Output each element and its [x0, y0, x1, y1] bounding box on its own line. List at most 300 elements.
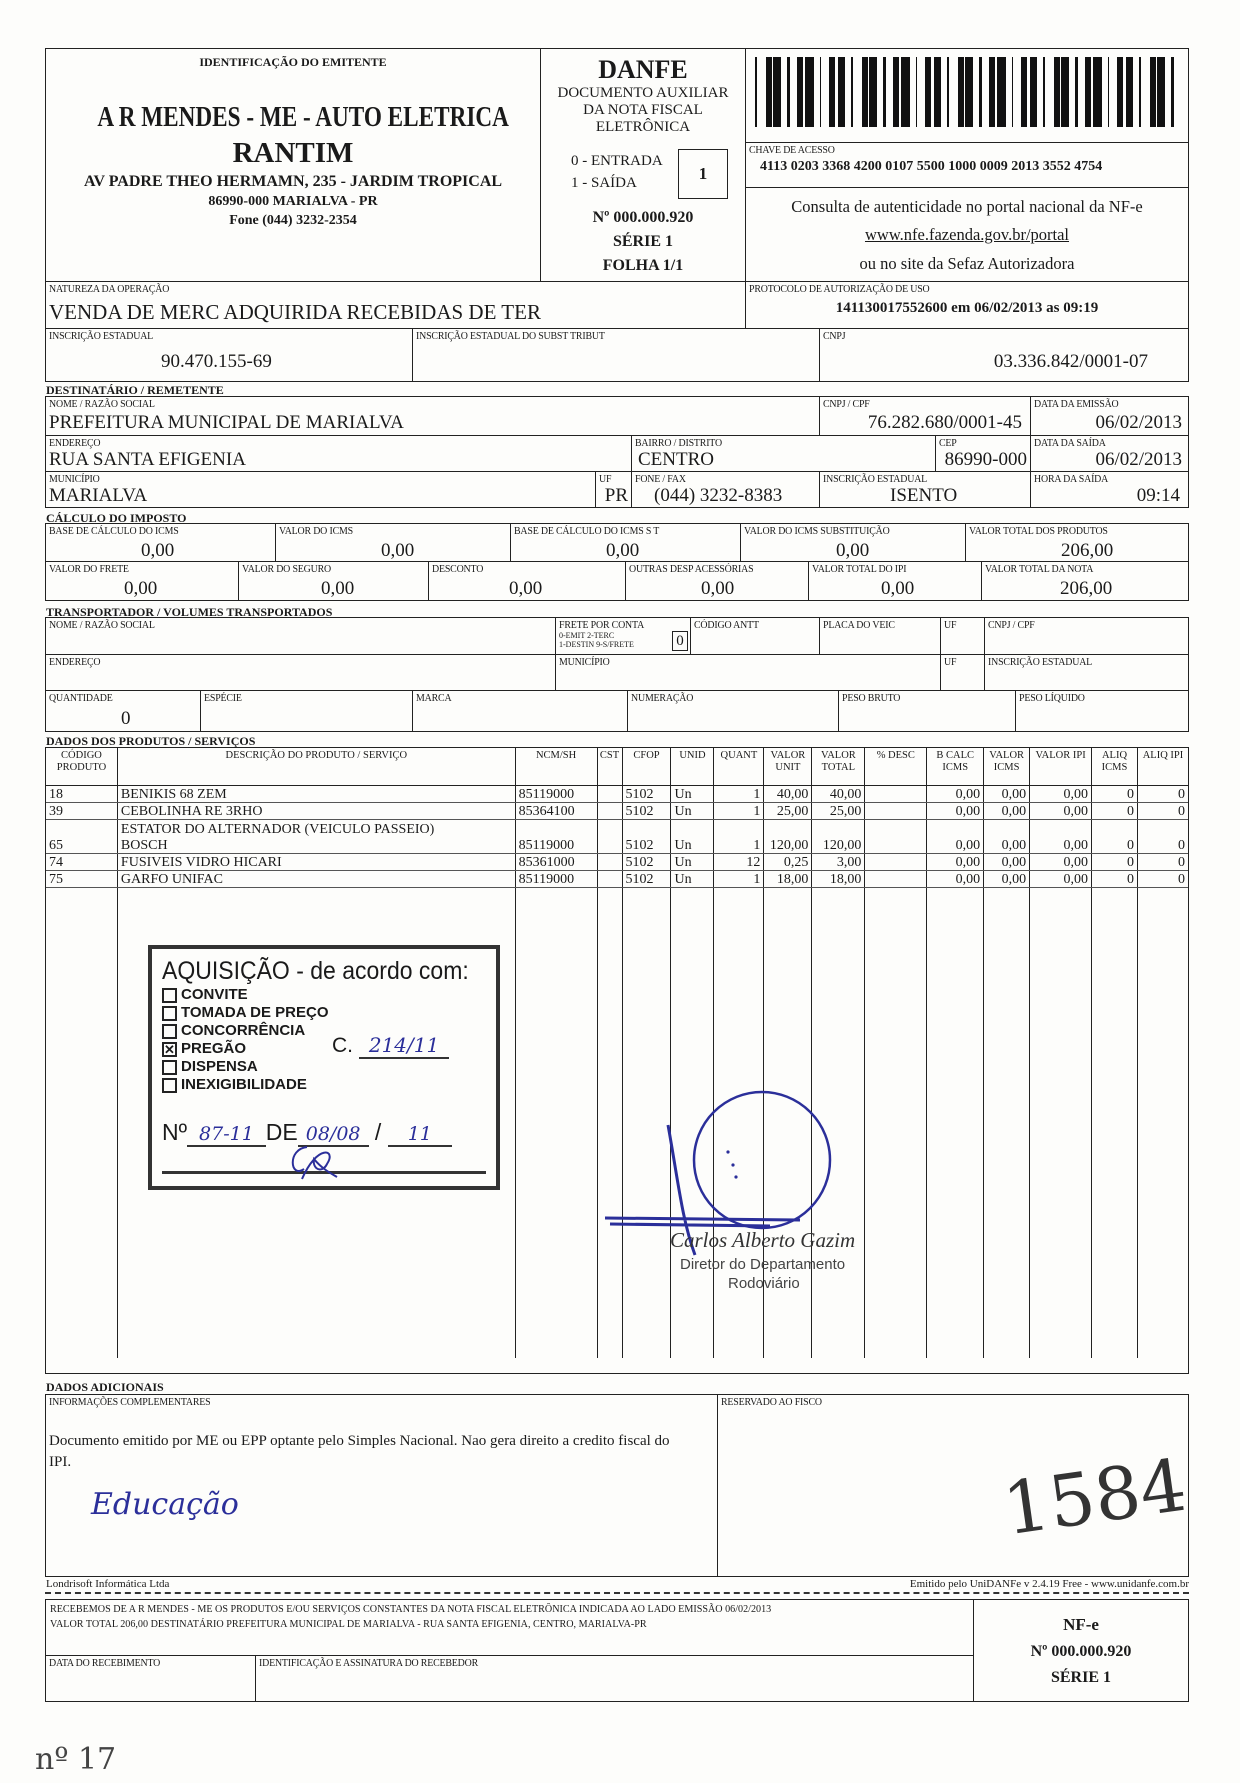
natureza-value: VENDA DE MERC ADQUIRIDA RECEBIDAS DE TER	[49, 300, 541, 324]
cell: 1	[714, 803, 764, 820]
stamp-n-value: 87-11	[187, 1123, 266, 1147]
danfe-folha: FOLHA 1/1	[602, 257, 684, 274]
label: VALOR DO FRETE	[49, 563, 129, 575]
cell: 0,00	[927, 786, 984, 803]
cell: 0,00	[984, 803, 1030, 820]
dest-bairro-box	[631, 435, 936, 472]
cell	[865, 854, 927, 871]
chave-value: 4113 0203 3368 4200 0107 5500 1000 0009 2013 3552 4754	[760, 159, 1103, 174]
barcode-bar	[989, 57, 991, 127]
barcode-bar	[1097, 57, 1099, 127]
dest-hora: 09:14	[1136, 485, 1180, 506]
cell: 0,00	[1030, 786, 1092, 803]
transp-municipio-box	[555, 654, 941, 691]
cell: 0	[1137, 803, 1188, 820]
footer-left: Londrisoft Informática Ltda	[46, 1578, 170, 1590]
label: MARCA	[416, 692, 452, 704]
cell: 0,00	[927, 837, 984, 854]
cell: 40,00	[764, 786, 812, 803]
cell: 1	[714, 871, 764, 888]
barcode-bar	[869, 57, 871, 127]
barcode-bar	[1036, 57, 1037, 127]
barcode-bar	[1153, 57, 1156, 127]
cell: 85361000	[515, 854, 597, 871]
barcode-bar	[787, 57, 790, 127]
cell	[984, 888, 1030, 1358]
cell: 0,00	[984, 786, 1030, 803]
bc-icms: 0,00	[141, 540, 175, 561]
cell: 25,00	[812, 803, 865, 820]
th: CST	[597, 748, 622, 786]
chave-label: CHAVE DE ACESSO	[749, 144, 835, 156]
cell: 65	[46, 837, 118, 854]
label: DATA DO RECEBIMENTO	[49, 1657, 161, 1669]
transp-uf2-box	[940, 654, 985, 691]
cell: 0,00	[927, 854, 984, 871]
canhoto-text1: RECEBEMOS DE A R MENDES - ME OS PRODUTOS E/OU SERVIÇOS CONSTANTES DA NOTA FISCAL ELETRÔNICA INDICADA AO LADO EMISSÃO 06/02/2013	[50, 1603, 772, 1615]
canhoto-text-box	[45, 1599, 974, 1656]
dest-endereco-box	[45, 435, 632, 472]
outras-box	[625, 561, 809, 601]
cell: 85119000	[515, 871, 597, 888]
seguro: 0,00	[321, 578, 355, 599]
barcode-bar	[863, 57, 865, 127]
transportador-title: TRANSPORTADOR / VOLUMES TRANSPORTADOS	[46, 605, 333, 619]
label: VALOR DO ICMS	[279, 525, 353, 537]
ie-st-label: INSCRIÇÃO ESTADUAL DO SUBST TRIBUT	[416, 330, 605, 342]
barcode-bar	[935, 57, 937, 127]
th: B CALC ICMS	[927, 748, 984, 786]
ipi-box	[808, 561, 982, 601]
barcode-bar	[797, 57, 799, 127]
barcode	[751, 57, 1183, 127]
barcode-bar	[1021, 57, 1024, 127]
barcode-bar	[1126, 57, 1127, 127]
label: BASE DE CÁLCULO DO ICMS S T	[514, 525, 660, 537]
cell: Un	[671, 854, 714, 871]
label: UF	[944, 656, 957, 668]
label: BAIRRO / DISTRITO	[635, 437, 722, 449]
barcode-bar	[1030, 57, 1031, 127]
barcode-bar	[805, 57, 808, 127]
barcode-bar	[901, 57, 904, 127]
stamp-n-label: Nº	[162, 1119, 188, 1145]
cell	[622, 820, 671, 837]
label: OUTRAS DESP ACESSÓRIAS	[629, 563, 754, 575]
canhoto-nfe-box	[973, 1599, 1189, 1702]
icmsst: 0,00	[836, 540, 870, 561]
cell	[1030, 820, 1092, 837]
label: NUMERAÇÃO	[631, 692, 694, 704]
produtos-title: DADOS DOS PRODUTOS / SERVIÇOS	[46, 734, 256, 748]
label: INSCRIÇÃO ESTADUAL	[988, 656, 1093, 668]
checkbox-icon	[162, 1060, 177, 1075]
barcode-bar	[844, 57, 845, 127]
cell: 0	[1092, 837, 1138, 854]
icmsst-box	[740, 523, 966, 562]
vnota: 206,00	[1060, 578, 1113, 599]
dest-hora-box	[1030, 471, 1189, 508]
cell: 0,00	[1030, 803, 1092, 820]
outras: 0,00	[701, 578, 735, 599]
cell: GARFO UNIFAC	[117, 871, 515, 888]
cell: FUSIVEIS VIDRO HICARI	[117, 854, 515, 871]
label: IDENTIFICAÇÃO E ASSINATURA DO RECEBEDOR	[259, 1657, 479, 1669]
barcode-bar	[1033, 57, 1036, 127]
cut-line	[45, 1592, 1189, 1594]
cell: 40,00	[812, 786, 865, 803]
stamp-de-label: DE	[265, 1119, 298, 1145]
label: CEP	[939, 437, 957, 449]
natureza-box	[45, 281, 746, 329]
stamp-option	[162, 1058, 486, 1076]
label: CNPJ / CPF	[988, 619, 1035, 631]
th: CÓDIGO PRODUTO	[46, 748, 118, 786]
cell: 18	[46, 786, 118, 803]
table-row	[46, 837, 1189, 854]
barcode-bar	[767, 57, 769, 127]
cell: 0,00	[984, 854, 1030, 871]
checked-box-icon: ✕	[162, 1042, 177, 1057]
ipi: 0,00	[881, 578, 915, 599]
barcode-bar	[1066, 57, 1067, 127]
destinatario-title: DESTINATÁRIO / REMETENTE	[46, 383, 224, 397]
seguro-box	[238, 561, 429, 601]
barcode-bar	[865, 57, 868, 127]
vprod: 206,00	[1061, 540, 1114, 561]
barcode-bar	[883, 57, 886, 127]
cell: 1	[714, 786, 764, 803]
label: MUNICÍPIO	[49, 473, 100, 485]
label: CNPJ / CPF	[823, 398, 870, 410]
cell	[1137, 888, 1188, 1358]
page-note: nº 17	[35, 1742, 117, 1777]
barcode-bar	[947, 57, 949, 127]
bc-icms-box	[45, 523, 276, 562]
cell	[1137, 820, 1188, 837]
cell: Un	[671, 786, 714, 803]
cell: 0	[1092, 786, 1138, 803]
danfe-sub1: DOCUMENTO AUXILIAR	[557, 85, 729, 101]
label: ESPÉCIE	[204, 692, 242, 704]
label: NOME / RAZÃO SOCIAL	[49, 398, 155, 410]
barcode-bar	[1127, 57, 1129, 127]
cell: 75	[46, 871, 118, 888]
barcode-bar	[775, 57, 778, 127]
stamp-title: AQUISIÇÃO - de acordo com:	[162, 957, 469, 985]
dest-emissao-box	[1030, 396, 1189, 436]
assinatura-box[interactable]	[255, 1655, 974, 1702]
stamp-c	[332, 1033, 449, 1058]
label: INSCRIÇÃO ESTADUAL	[823, 473, 928, 485]
barcode-bar	[928, 57, 929, 127]
cell: 5102	[622, 837, 671, 854]
frete-opt1: 0-EMIT 2-TERC	[559, 631, 615, 640]
barcode-bar	[1159, 57, 1162, 127]
stamp-initials	[282, 1139, 342, 1184]
bcst-box	[510, 523, 741, 562]
cell: 85364100	[515, 803, 597, 820]
label: BASE DE CÁLCULO DO ICMS	[49, 525, 179, 537]
th: UNID	[671, 748, 714, 786]
barcode-bar	[862, 57, 863, 127]
barcode-bar	[1171, 57, 1174, 127]
cell: 0,00	[984, 837, 1030, 854]
signature-name: Carlos Alberto Gazim	[670, 1228, 856, 1252]
barcode-bar	[841, 57, 844, 127]
barcode-bar	[1043, 57, 1045, 127]
barcode-bar	[1067, 57, 1069, 127]
th: ALIQ IPI	[1137, 748, 1188, 786]
cell	[597, 803, 622, 820]
label: VALOR TOTAL DO IPI	[812, 563, 907, 575]
th: % DESC	[865, 748, 927, 786]
th: VALOR UNIT	[764, 748, 812, 786]
barcode-bar	[1012, 57, 1013, 127]
cell: 18,00	[764, 871, 812, 888]
label: UF	[944, 619, 957, 631]
dest-fone-box	[631, 471, 820, 508]
label: VALOR TOTAL DA NOTA	[985, 563, 1094, 575]
canhoto-numero: Nº 000.000.920	[1030, 1643, 1132, 1660]
barcode-bar	[979, 57, 982, 127]
cell	[46, 820, 118, 837]
th: ALIQ ICMS	[1092, 748, 1138, 786]
desconto-box	[428, 561, 626, 601]
ie-value: 90.470.155-69	[161, 351, 272, 372]
barcode-bar	[779, 57, 781, 127]
table-header	[46, 748, 1189, 786]
emitente-phone: Fone (044) 3232-2354	[229, 213, 357, 228]
cell: 0	[1137, 854, 1188, 871]
label: PLACA DO VEIC	[823, 619, 895, 631]
barcode-bar	[937, 57, 940, 127]
dest-nome: PREFEITURA MUNICIPAL DE MARIALVA	[49, 412, 404, 433]
barcode-bar	[965, 57, 967, 127]
cell: 18,00	[812, 871, 865, 888]
qtd: 0	[121, 708, 131, 729]
barcode-bar	[925, 57, 928, 127]
canhoto-serie: SÉRIE 1	[1050, 1669, 1112, 1686]
barcode-bar	[809, 57, 811, 127]
antt-box	[690, 617, 820, 655]
natureza-label: NATUREZA DA OPERAÇÃO	[49, 283, 170, 295]
barcode-bar	[799, 57, 802, 127]
barcode-bar	[1096, 57, 1097, 127]
label: NOME / RAZÃO SOCIAL	[49, 619, 155, 631]
cell: 5102	[622, 854, 671, 871]
label: FRETE POR CONTA	[559, 619, 645, 631]
dest-ie: ISENTO	[890, 485, 958, 506]
ie-label: INSCRIÇÃO ESTADUAL	[49, 330, 154, 342]
label: ENDEREÇO	[49, 656, 101, 668]
label: FONE / FAX	[635, 473, 686, 485]
dest-nome-box	[45, 396, 820, 436]
barcode-bar	[1003, 57, 1006, 127]
barcode-bar	[1075, 57, 1078, 127]
cell	[812, 820, 865, 837]
info-box	[45, 1394, 718, 1577]
barcode-bar	[833, 57, 835, 127]
barcode-bar	[905, 57, 907, 127]
barcode-bar	[1093, 57, 1096, 127]
chave-box	[745, 48, 1189, 282]
barcode-bar	[1139, 57, 1141, 127]
qtd-box	[45, 690, 201, 732]
danfe-serie: SÉRIE 1	[612, 233, 674, 250]
barcode-bar	[811, 57, 814, 127]
barcode-bar	[940, 57, 941, 127]
label: CÓDIGO ANTT	[694, 619, 759, 631]
fisco-handwritten: 1584	[998, 1442, 1192, 1552]
frete-value: 0	[672, 631, 688, 651]
cell: 0	[1137, 871, 1188, 888]
barcode-bar	[1031, 57, 1033, 127]
cell: Un	[671, 803, 714, 820]
cell: 0,00	[927, 803, 984, 820]
cell	[515, 888, 597, 1358]
portal-link[interactable]: www.nfe.fazenda.gov.br/portal	[864, 225, 1070, 244]
stamp-option-label: TOMADA DE PREÇO	[181, 1004, 329, 1021]
barcode-bar	[871, 57, 874, 127]
barcode-bar	[839, 57, 841, 127]
barcode-bar	[1151, 57, 1153, 127]
data-recebimento-box[interactable]	[45, 1655, 256, 1702]
label: DATA DA SAÍDA	[1034, 437, 1106, 449]
cell	[1092, 888, 1138, 1358]
cell: 39	[46, 803, 118, 820]
barcode-bar	[929, 57, 931, 127]
frete: 0,00	[124, 578, 158, 599]
stamp-c-label: C.	[332, 1034, 353, 1057]
transp-cnpj-box	[984, 617, 1189, 655]
frete-box	[45, 561, 239, 601]
barcode-bar	[1163, 57, 1165, 127]
barcode-bar	[893, 57, 895, 127]
cell: BOSCH	[117, 837, 515, 854]
barcode-bar	[808, 57, 809, 127]
barcode-bar	[1001, 57, 1003, 127]
consulta-text: Consulta de autenticidade no portal nacional da NF-e	[791, 197, 1143, 216]
cell: 0,00	[984, 871, 1030, 888]
barcode-bar	[970, 57, 971, 127]
cell	[865, 820, 927, 837]
transp-uf-box	[940, 617, 985, 655]
barcode-bar	[851, 57, 853, 127]
checkbox-icon	[162, 988, 177, 1003]
fisco-label: RESERVADO AO FISCO	[721, 1396, 822, 1408]
cell	[597, 820, 622, 837]
vnota-box	[981, 561, 1189, 601]
barcode-bar	[820, 57, 821, 127]
cell: 74	[46, 854, 118, 871]
barcode-bar	[1000, 57, 1001, 127]
ie-box	[45, 328, 413, 382]
table-row	[46, 786, 1189, 803]
emitente-city: 86990-000 MARIALVA - PR	[208, 194, 378, 209]
table-row	[46, 854, 1189, 871]
info-label: INFORMAÇÕES COMPLEMENTARES	[49, 1396, 211, 1408]
emitente-address: AV PADRE THEO HERMAMN, 235 - JARDIM TROPICAL	[83, 173, 503, 190]
bcst: 0,00	[606, 540, 640, 561]
imposto-title: CÁLCULO DO IMPOSTO	[46, 511, 187, 525]
table-row-continuation	[46, 820, 1189, 837]
barcode-bar	[967, 57, 970, 127]
th: QUANT	[714, 748, 764, 786]
th: NCM/SH	[515, 748, 597, 786]
stamp-option	[162, 1076, 486, 1094]
table-row	[46, 871, 1189, 888]
cell: CEBOLINHA RE 3RHO	[117, 803, 515, 820]
th: DESCRIÇÃO DO PRODUTO / SERVIÇO	[117, 748, 515, 786]
barcode-bar	[934, 57, 935, 127]
danfe-entrada: 0 - ENTRADA	[571, 153, 663, 169]
cell: 120,00	[764, 837, 812, 854]
barcode-bar	[1061, 57, 1063, 127]
cell: 5102	[622, 786, 671, 803]
stamp-option-label: PREGÃO	[181, 1040, 247, 1057]
barcode-bar	[769, 57, 772, 127]
dest-uf: PR	[604, 485, 628, 506]
signature-title1: Diretor do Departamento	[680, 1256, 846, 1273]
cell: 85119000	[515, 837, 597, 854]
cell: BENIKIS 68 ZEM	[117, 786, 515, 803]
especie-box	[200, 690, 413, 732]
label: UF	[599, 473, 612, 485]
cell	[764, 820, 812, 837]
adicionais-title: DADOS ADICIONAIS	[46, 1380, 164, 1394]
barcode-bar	[1121, 57, 1123, 127]
protocolo-value: 141130017552600 em 06/02/2013 as 09:19	[835, 300, 1099, 316]
emitente-section-title: IDENTIFICAÇÃO DO EMITENTE	[199, 55, 387, 69]
dest-cep: 86990-000	[944, 449, 1027, 470]
cell	[865, 786, 927, 803]
danfe-title: DANFE	[598, 55, 688, 84]
th: VALOR IPI	[1030, 748, 1092, 786]
cell: 1	[714, 837, 764, 854]
info-text: Documento emitido por ME ou EPP optante pelo Simples Nacional. Nao gera direito a credito fiscal do IPI.	[49, 1433, 670, 1470]
transp-endereco-box	[45, 654, 556, 691]
dest-fone: (044) 3232-8383	[654, 485, 783, 506]
stamp-option-label: CONVITE	[181, 986, 248, 1003]
dest-uf-box	[595, 471, 632, 508]
barcode-bar	[1157, 57, 1159, 127]
barcode-bar	[773, 57, 775, 127]
barcode-bar	[997, 57, 1000, 127]
checkbox-icon	[162, 1024, 177, 1039]
cell	[865, 837, 927, 854]
icms: 0,00	[381, 540, 415, 561]
barcode-bar	[1099, 57, 1102, 127]
cell: 12	[714, 854, 764, 871]
barcode-bar	[802, 57, 803, 127]
cell	[865, 871, 927, 888]
barcode-bar	[1087, 57, 1090, 127]
cell: 0,00	[1030, 837, 1092, 854]
barcode-bar	[766, 57, 767, 127]
acquisition-stamp	[148, 945, 500, 1190]
cell	[1092, 820, 1138, 837]
label: PESO LÍQUIDO	[1019, 692, 1085, 704]
frete-opt2: 1-DESTIN 9-S/FRETE	[559, 640, 634, 649]
barcode-bar	[1024, 57, 1025, 127]
barcode-bar	[1090, 57, 1091, 127]
barcode-bar	[755, 57, 757, 127]
cell	[671, 820, 714, 837]
danfe-numero: Nº 000.000.920	[592, 209, 694, 226]
checkbox-icon	[162, 1078, 177, 1093]
cell: 0	[1137, 837, 1188, 854]
